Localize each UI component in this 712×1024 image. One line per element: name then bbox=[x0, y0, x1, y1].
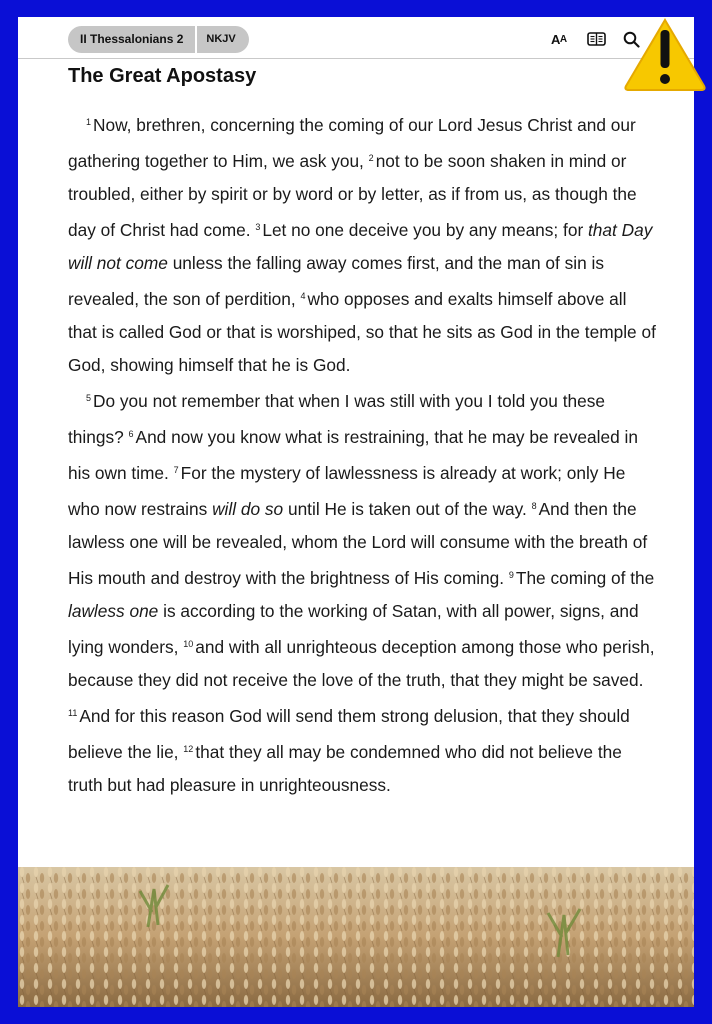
verse-number: 5 bbox=[86, 393, 92, 403]
passage-selector[interactable] bbox=[68, 26, 249, 53]
verse-italic: lawless one bbox=[68, 601, 159, 621]
section-heading: The Great Apostasy bbox=[68, 65, 257, 87]
warning-icon bbox=[622, 16, 708, 92]
verse-text: and with all unrighteous deception among those who perish, because they did not receive the love of the truth, that they might be saved. bbox=[68, 637, 655, 690]
text-size-big-a: A bbox=[551, 31, 560, 47]
verse-number: 1 bbox=[86, 117, 92, 127]
verse-number: 11 bbox=[68, 708, 78, 718]
text-size-icon[interactable] bbox=[551, 29, 567, 49]
scripture-text bbox=[68, 106, 658, 802]
verse-text: who opposes and exalts himself above all that is called God or that is worshiped, so that he sits as God in the temple of God, showing himself that he is God. bbox=[68, 289, 656, 375]
paragraph-1 bbox=[68, 106, 658, 382]
verse-number: 2 bbox=[368, 153, 374, 163]
verse-text: And for this reason God will send them strong delusion, that they should believe the lie, bbox=[68, 706, 630, 762]
verse-number: 4 bbox=[300, 291, 306, 301]
verse-text: The coming of the bbox=[515, 568, 655, 588]
verse-text: And then the lawless one will be revealed, whom the Lord will consume with the breath of His mouth and destroy with the brightness of His coming. bbox=[68, 499, 648, 588]
verse-italic: that Day will not come bbox=[68, 220, 653, 273]
verse-text: until He is taken out of the way. bbox=[283, 499, 532, 519]
paragraph-2 bbox=[68, 382, 658, 802]
verse-number: 9 bbox=[508, 570, 514, 580]
book-chapter-button[interactable]: II Thessalonians 2 bbox=[80, 32, 184, 46]
verse-number: 7 bbox=[173, 465, 179, 475]
verse-text: And now you know what is restraining, that he may be revealed in his own time. bbox=[68, 427, 638, 483]
verse-text: For the mystery of lawlessness is already at work; only He who now restrains bbox=[68, 463, 626, 519]
wheat-field-image bbox=[18, 867, 694, 1007]
book-icon[interactable] bbox=[586, 29, 606, 49]
verse-number: 12 bbox=[183, 744, 194, 754]
verse-number: 6 bbox=[128, 429, 134, 439]
verse-text: unless the falling away comes first, and the man of sin is revealed, the son of perdition, bbox=[68, 253, 604, 309]
verse-text: not to be soon shaken in mind or troubled, either by spirit or by word or by letter, as if from us, as though the day of Christ had come. bbox=[68, 151, 637, 240]
verse-text: that they all may be condemned who did not believe the truth but had pleasure in unrighteousness. bbox=[68, 742, 622, 795]
verse-number: 10 bbox=[183, 639, 194, 649]
verse-text: Do you not remember that when I was still with you I told you these things? bbox=[68, 391, 605, 447]
verse-number: 8 bbox=[531, 501, 537, 511]
verse-number: 3 bbox=[255, 222, 261, 232]
verse-italic: will do so bbox=[212, 499, 284, 519]
text-size-small-a: A bbox=[559, 33, 567, 45]
top-toolbar bbox=[18, 17, 694, 59]
verse-text: Now, brethren, concerning the coming of our Lord Jesus Christ and our gathering together to Him, we ask you, bbox=[68, 115, 636, 171]
bible-reader-page bbox=[18, 17, 694, 1007]
verse-text: Let no one deceive you by any means; for bbox=[262, 220, 588, 240]
verse-text: is according to the working of Satan, with all power, signs, and lying wonders, bbox=[68, 601, 639, 657]
version-button[interactable]: NKJV bbox=[206, 33, 236, 45]
